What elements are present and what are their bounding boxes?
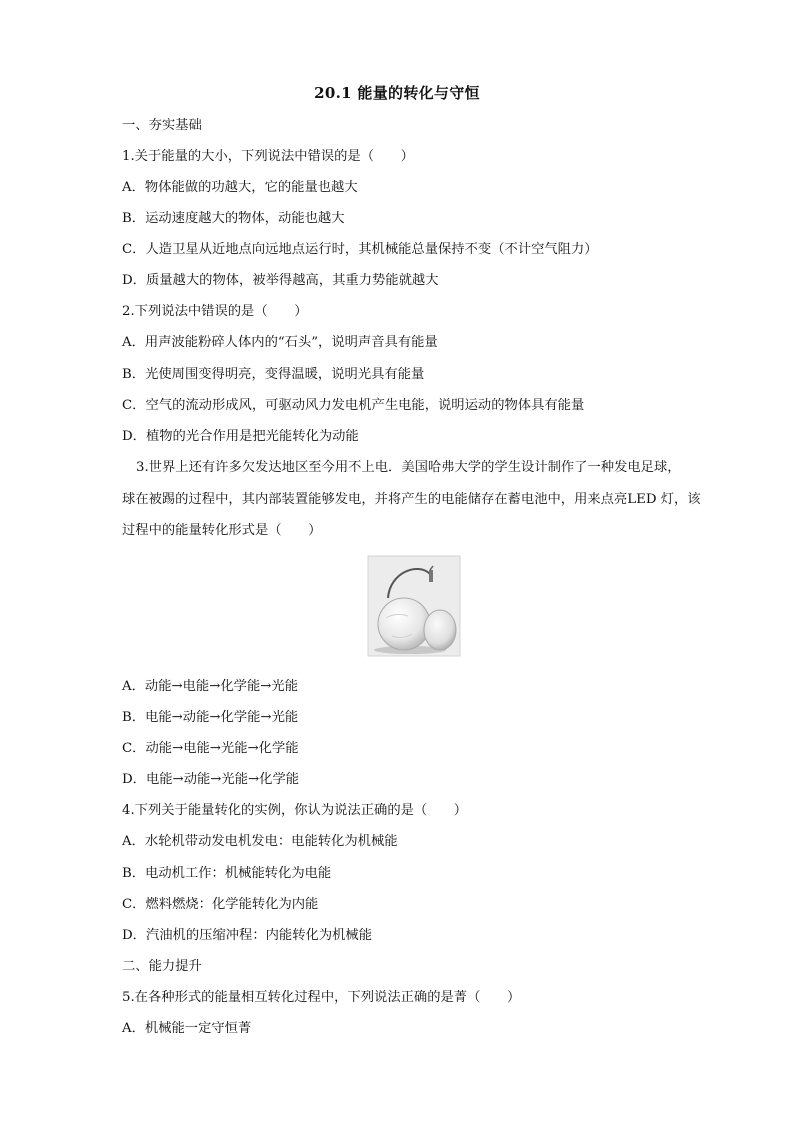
section-heading-advanced: 二、能力提升 — [122, 959, 202, 974]
question-3-option-c: C．动能→电能→光能→化学能 — [122, 741, 299, 756]
question-5-stem: 5.在各种形式的能量相互转化过程中，下列说法正确的是菁（ ） — [122, 990, 521, 1005]
question-3-option-d: D．电能→动能→光能→化学能 — [122, 772, 300, 787]
question-4-stem: 4.下列关于能量转化的实例，你认为说法正确的是（ ） — [122, 803, 468, 818]
question-2-option-b: B．光使周围变得明亮，变得温暖，说明光具有能量 — [122, 367, 425, 382]
question-3-stem-line-3: 过程中的能量转化形式是（ ） — [122, 523, 322, 538]
question-2-option-d: D．植物的光合作用是把光能转化为动能 — [122, 429, 359, 444]
page-title: 20.1 能量的转化与守恒 — [314, 84, 480, 102]
question-4-option-a: A．水轮机带动发电机发电：电能转化为机械能 — [122, 834, 398, 849]
question-3-option-a: A．动能→电能→化学能→光能 — [122, 679, 298, 694]
question-1-option-c: C．人造卫星从近地点向远地点运行时，其机械能总量保持不变（不计空气阻力） — [122, 242, 598, 257]
question-1-option-b: B．运动速度越大的物体，动能也越大 — [122, 211, 345, 226]
question-1-option-a: A．物体能做的功越大，它的能量也越大 — [122, 180, 358, 195]
soccer-ball-generator-figure — [366, 554, 462, 658]
question-1-option-d: D．质量越大的物体，被举得越高，其重力势能就越大 — [122, 273, 439, 288]
question-3-option-b: B．电能→动能→化学能→光能 — [122, 710, 299, 725]
question-2-option-c: C．空气的流动形成风，可驱动风力发电机产生电能，说明运动的物体具有能量 — [122, 398, 585, 413]
question-2-stem: 2.下列说法中错误的是（ ） — [122, 304, 308, 319]
question-4-option-c: C．燃料燃烧：化学能转化为内能 — [122, 897, 319, 912]
question-3-stem-line-2: 球在被踢的过程中，其内部装置能够发电，并将产生的电能储存在蓄电池中，用来点亮LED 灯，该 — [122, 492, 701, 507]
section-heading-basic: 一、夯实基础 — [122, 118, 202, 133]
question-4-option-b: B．电动机工作：机械能转化为电能 — [122, 866, 332, 881]
question-1-stem: 1.关于能量的大小，下列说法中错误的是（ ） — [122, 149, 414, 164]
question-5-option-a: A．机械能一定守恒菁 — [122, 1021, 252, 1036]
question-2-option-a: A．用声波能粉碎人体内的“石头”，说明声音具有能量 — [122, 335, 438, 350]
question-4-option-d: D．汽油机的压缩冲程：内能转化为机械能 — [122, 928, 373, 943]
question-3-stem-line-1: 3.世界上还有许多欠发达地区至今用不上电．美国哈弗大学的学生设计制作了一种发电足球， — [136, 460, 681, 475]
